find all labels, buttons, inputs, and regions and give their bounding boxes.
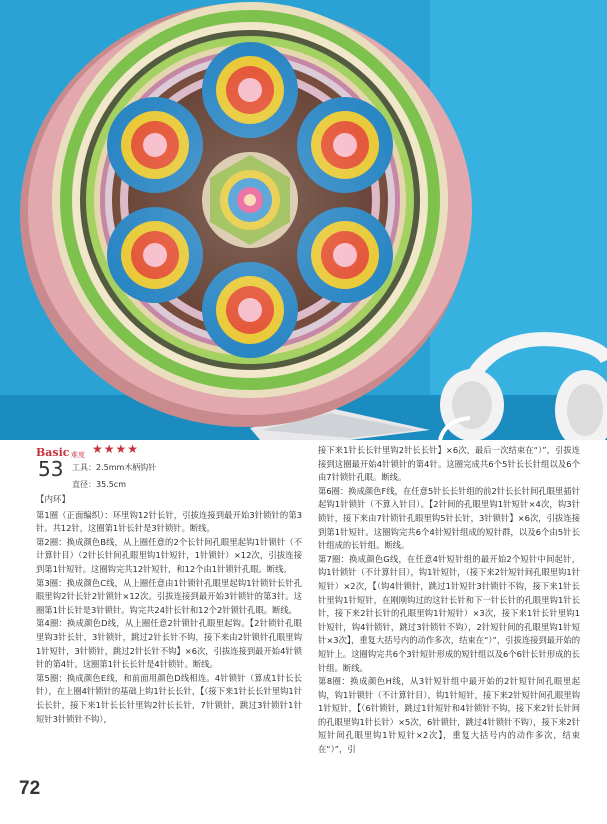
left-column [36, 440, 302, 726]
round-2-text: 第2圈：换成颜色B线，从上圈任意的2个长针间孔眼里起钩1针锁针（不计算针目）（2针长针间孔眼里钩1针短针，1针锁针）×12次，引拔连接到第1针短针。这圈钩完共12针短针，和12个由1针锁针孔眼。断线。 [36, 536, 302, 574]
round-1-text: 第1圈（正面编织）：环里钩12针长针，引拔连接到最开始3针锁针的第3针。共12针，这圈第1针长针是3针锁针。断线。 [36, 509, 302, 534]
pattern-header [36, 440, 302, 490]
difficulty-label-cn: 难度 [71, 451, 85, 459]
round-5-continued-text: 接下来1针长长针里钩2针长长针】×6次，最后一次结束在“）”，引拔连接到这圈最开始4针锁针的第4针。这圈完成共6个5针长长针组以及6个由7针锁针孔眼。断线。 [318, 445, 580, 483]
round-3-text: 第3圈：换成颜色C线，从上圈任意由1针锁针孔眼里起钩1针锁针长针孔眼里钩2针长针2针锁针×12次。引拔连接到最开始3针锁针的第3针。这圈第1针长针是3针锁针。钩完共24针长针和12个2针锁针孔眼。断线。 [36, 577, 302, 615]
round-5-text: 第5圈：换成颜色E线，和前面用颜色D线相连。4针锁针（算成1针长长针），在上圈4针锁针的基础上钩1针长长针，【（接下来1针长长针里钩1针长长针，接下来1针长长针里钩2针长长针，7针锁针，跳过3针锁针1针短针3针锁针不钩）， [36, 672, 302, 724]
pattern-text-area [0, 440, 607, 824]
page-number: 72 [19, 778, 41, 799]
difficulty-stars: ★★★★ [92, 442, 140, 456]
round-6-text: 第6圈：换成颜色F线，在任意5针长长针组的前2针长长针间孔眼里插针起钩1针锁针（不算入针目）。【2针间的孔眼里钩1针短针×4次，钩3针锁针，接下来由7针锁针孔眼里钩5针长针，3针锁针】×6次，引拔连接到第1针短针。这圈钩完共6个4针短针组成的短针群，以及6个由5针长针组成的长针组。断线。 [318, 485, 580, 551]
diameter-info: 直径：35.5cm [72, 480, 127, 489]
tools-info: 工具：2.5mm木柄钩针 [72, 463, 157, 472]
right-column [318, 444, 580, 757]
pattern-number: 53 [38, 457, 64, 481]
difficulty-label: Basic [36, 446, 70, 459]
section-title: 【内环】 [36, 495, 71, 505]
round-7-text: 第7圈：换成颜色G线，在任意4针短针组的最开始2个短针中间起针，钩1针锁针（不计算针目），钩1针短针，（接下来2针短针间孔眼里钩1针短针）×2次，【（钩4针锁针，跳过1针短针3针锁针不钩，接下来1针长针里钩1针短针，在刚刚钩过的这针长针和下一针长针的孔眼里钩1针长针，接下来2针长针的孔眼里钩1针短针）×3次，接下来1针长针里钩1针短针，钩4针锁针，跳过3针锁针不钩），2针短针间的孔眼里钩1针短针×3次】，重复大括号内的动作多次，结束在“）”，引拔连接到最开始的短针上。这圈钩完共6个3针短针形成的短针组以及6个6针长针形成的长针组。断线。 [318, 553, 580, 673]
round-4-text: 第4圈：换成颜色D线，从上圈任意2针锁针孔眼里起钩。【2针锁针孔眼里钩3针长针，3针锁针，跳过2针长针不钩，接下来由2针锁针孔眼里钩1针短针，3针锁针，跳过2针长针不钩】×6次，引拔连接到最开始4针锁针的第4针。这圈第1针长长针是4针锁针。断线。 [36, 618, 302, 670]
round-8-text: 第8圈：换成颜色H线，从3针短针组中最开始的2针短针间孔眼里起钩，钩1针锁针（不计算针目），钩1针短针，接下来2针短针间孔眼里钩1针短针，【（6针锁针，跳过1针短针和4针锁针不钩，接下来2针长针间的孔眼里钩1针长针）×5次，6针锁针，跳过4针锁针不钩），接下来2针短针间孔眼里钩1针短针×2次】，重复大括号内的动作多次，结束在“）”，引 [318, 676, 580, 755]
